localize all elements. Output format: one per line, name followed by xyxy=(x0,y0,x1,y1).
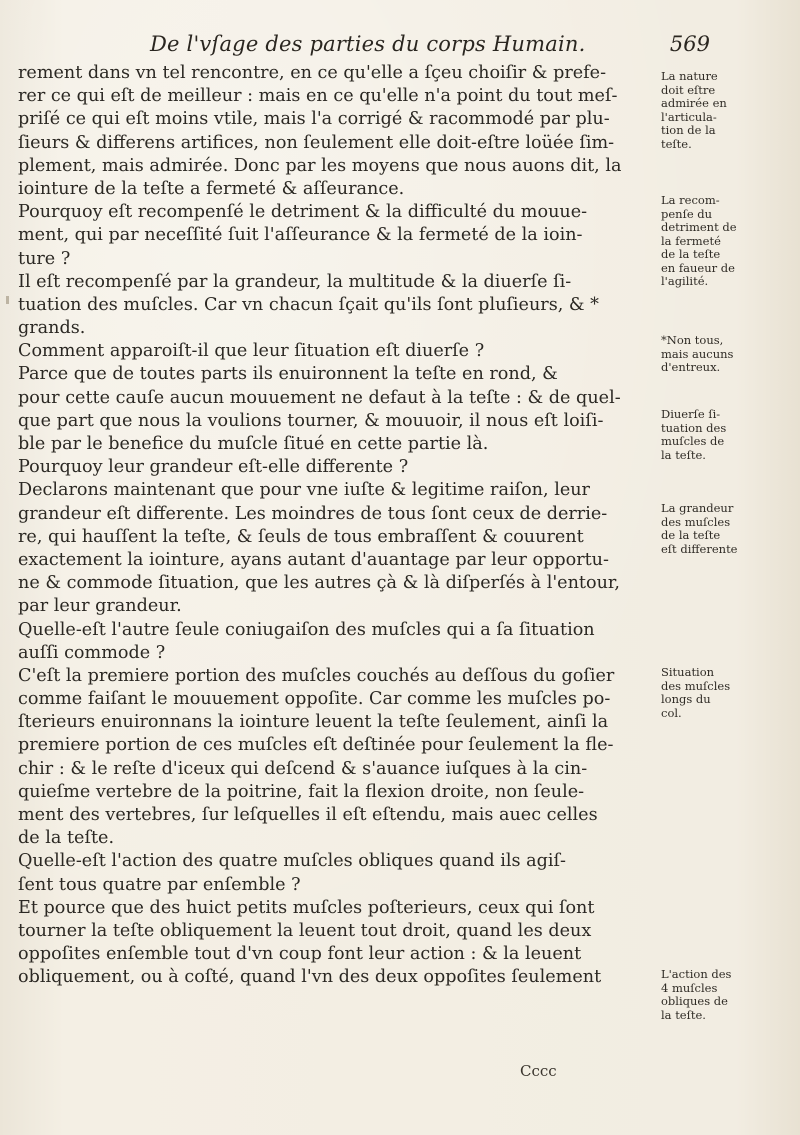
text-line: quieſme vertebre de la poitrine, fait la flexion droite, non ſeule- xyxy=(18,781,585,802)
text-line: Pourquoy eſt recompenſé le detriment & la difficulté du mouue- xyxy=(18,202,588,223)
page-header xyxy=(150,32,710,62)
text-line: Parce que de toutes parts ils enuironnent la teſte en rond, & xyxy=(18,364,558,385)
margin-note: *Non tous, mais aucuns d'entreux. xyxy=(661,333,734,374)
margin-note: La grandeur des muſcles de la teſte eſt differente xyxy=(661,501,738,556)
text-line: exactement la iointure, ayans autant d'auantage par leur opportu- xyxy=(18,549,609,570)
text-line: ſieurs & differens artifices, non ſeulement elle doit-eſtre loüée ſim- xyxy=(18,132,615,153)
text-line: pour cette cauſe aucun mouuement ne defaut à la teſte : & de quel- xyxy=(18,387,621,408)
text-line: que part que nous la voulions tourner, & mouuoir, il nous eſt loiſi- xyxy=(18,410,604,431)
text-line: chir : & le reſte d'iceux qui deſcend & s'auance iuſques à la cin- xyxy=(18,758,588,779)
text-line: priſé ce qui eſt moins vtile, mais l'a corrigé & racommodé par plu- xyxy=(18,109,610,130)
text-line: ſent tous quatre par enſemble ? xyxy=(18,874,301,895)
text-line: tuation des muſcles. Car vn chacun ſçait qu'ils ſont pluſieurs, & * xyxy=(18,294,599,315)
text-line: re, qui hauſſent la teſte, & ſeuls de tous embraſſent & couurent xyxy=(18,526,584,547)
page-number: 569 xyxy=(669,32,710,56)
text-line: Comment apparoiſt-il que leur ſituation eſt diuerſe ? xyxy=(18,341,485,362)
running-head: De l'vſage des parties du corps Humain. xyxy=(150,32,586,56)
text-line: comme faiſant le mouuement oppoſite. Car comme les muſcles po- xyxy=(18,689,611,710)
main-text-block xyxy=(18,62,658,990)
text-line: Declarons maintenant que pour vne iuſte & legitime raiſon, leur xyxy=(18,480,590,501)
margin-note: L'action des 4 muſcles obliques de la teſte. xyxy=(661,967,732,1022)
text-line: auſſi commode ? xyxy=(18,642,166,663)
text-line: Quelle-eſt l'action des quatre muſcles obliques quand ils agiſ- xyxy=(18,851,567,872)
text-line: grands. xyxy=(18,318,86,339)
text-line: rement dans vn tel rencontre, en ce qu'elle a ſçeu choiſir & prefe- xyxy=(18,63,607,83)
text-line: rer ce qui eſt de meilleur : mais en ce qu'elle n'a point du tout meſ- xyxy=(18,86,618,107)
text-line: ture ? xyxy=(18,248,71,269)
text-line: Quelle-eſt l'autre ſeule coniugaiſon des muſcles qui a ſa ſituation xyxy=(18,619,595,640)
text-line: oppoſites enſemble tout d'vn coup font leur action : & la leuent xyxy=(18,944,582,965)
margin-note: La nature doit eſtre admirée en l'articula- tion de la teſte. xyxy=(661,69,727,151)
text-line: ment des vertebres, ſur leſquelles il eſt eſtendu, mais auec celles xyxy=(18,805,598,825)
text-line: ment, qui par neceſſité ſuit l'aſſeurance & la fermeté de la ioin- xyxy=(18,225,583,246)
text-line: grandeur eſt differente. Les moindres de tous ſont ceux de derrie- xyxy=(18,503,608,524)
text-line: tourner la teſte obliquement la leuent tout droit, quand les deux xyxy=(18,920,592,941)
text-line: Pourquoy leur grandeur eſt-elle differente ? xyxy=(18,457,409,478)
margin-note: Diuerſe ſi- tuation des muſcles de la teſte. xyxy=(661,407,727,462)
signature-mark: Cccc xyxy=(520,1062,557,1080)
margin-note: Situation des muſcles longs du col. xyxy=(661,665,731,720)
text-line: ne & commode ſituation, que les autres çà & là diſperſés à l'entour, xyxy=(18,573,620,594)
text-line: iointure de la teſte a fermeté & aſſeurance. xyxy=(18,178,405,199)
text-line: plement, mais admirée. Donc par les moyens que nous auons dit, la xyxy=(18,155,622,176)
text-line: Il eſt recompenſé par la grandeur, la multitude & la diuerſe ſi- xyxy=(18,271,572,292)
text-line: premiere portion de ces muſcles eſt deſtinée pour ſeulement la fle- xyxy=(18,735,614,756)
text-line: ſterieurs enuironnans la iointure leuent la teſte ſeulement, ainſi la xyxy=(18,712,609,733)
page-blemish xyxy=(6,296,9,304)
text-line: Et pource que des huict petits muſcles poſterieurs, ceux qui ſont xyxy=(18,897,595,918)
text-line: obliquement, ou à coſté, quand l'vn des deux oppoſites ſeulement xyxy=(18,967,602,988)
text-line: ble par le benefice du muſcle ſitué en cette partie là. xyxy=(18,434,489,454)
text-line: par leur grandeur. xyxy=(18,596,182,617)
margin-note: La recom- penſe du detriment de la fermeté de la teſte en faueur de l'agilité. xyxy=(661,193,737,288)
text-line: C'eſt la premiere portion des muſcles couchés au deſſous du goſier xyxy=(18,665,615,686)
text-line: de la teſte. xyxy=(18,828,115,849)
